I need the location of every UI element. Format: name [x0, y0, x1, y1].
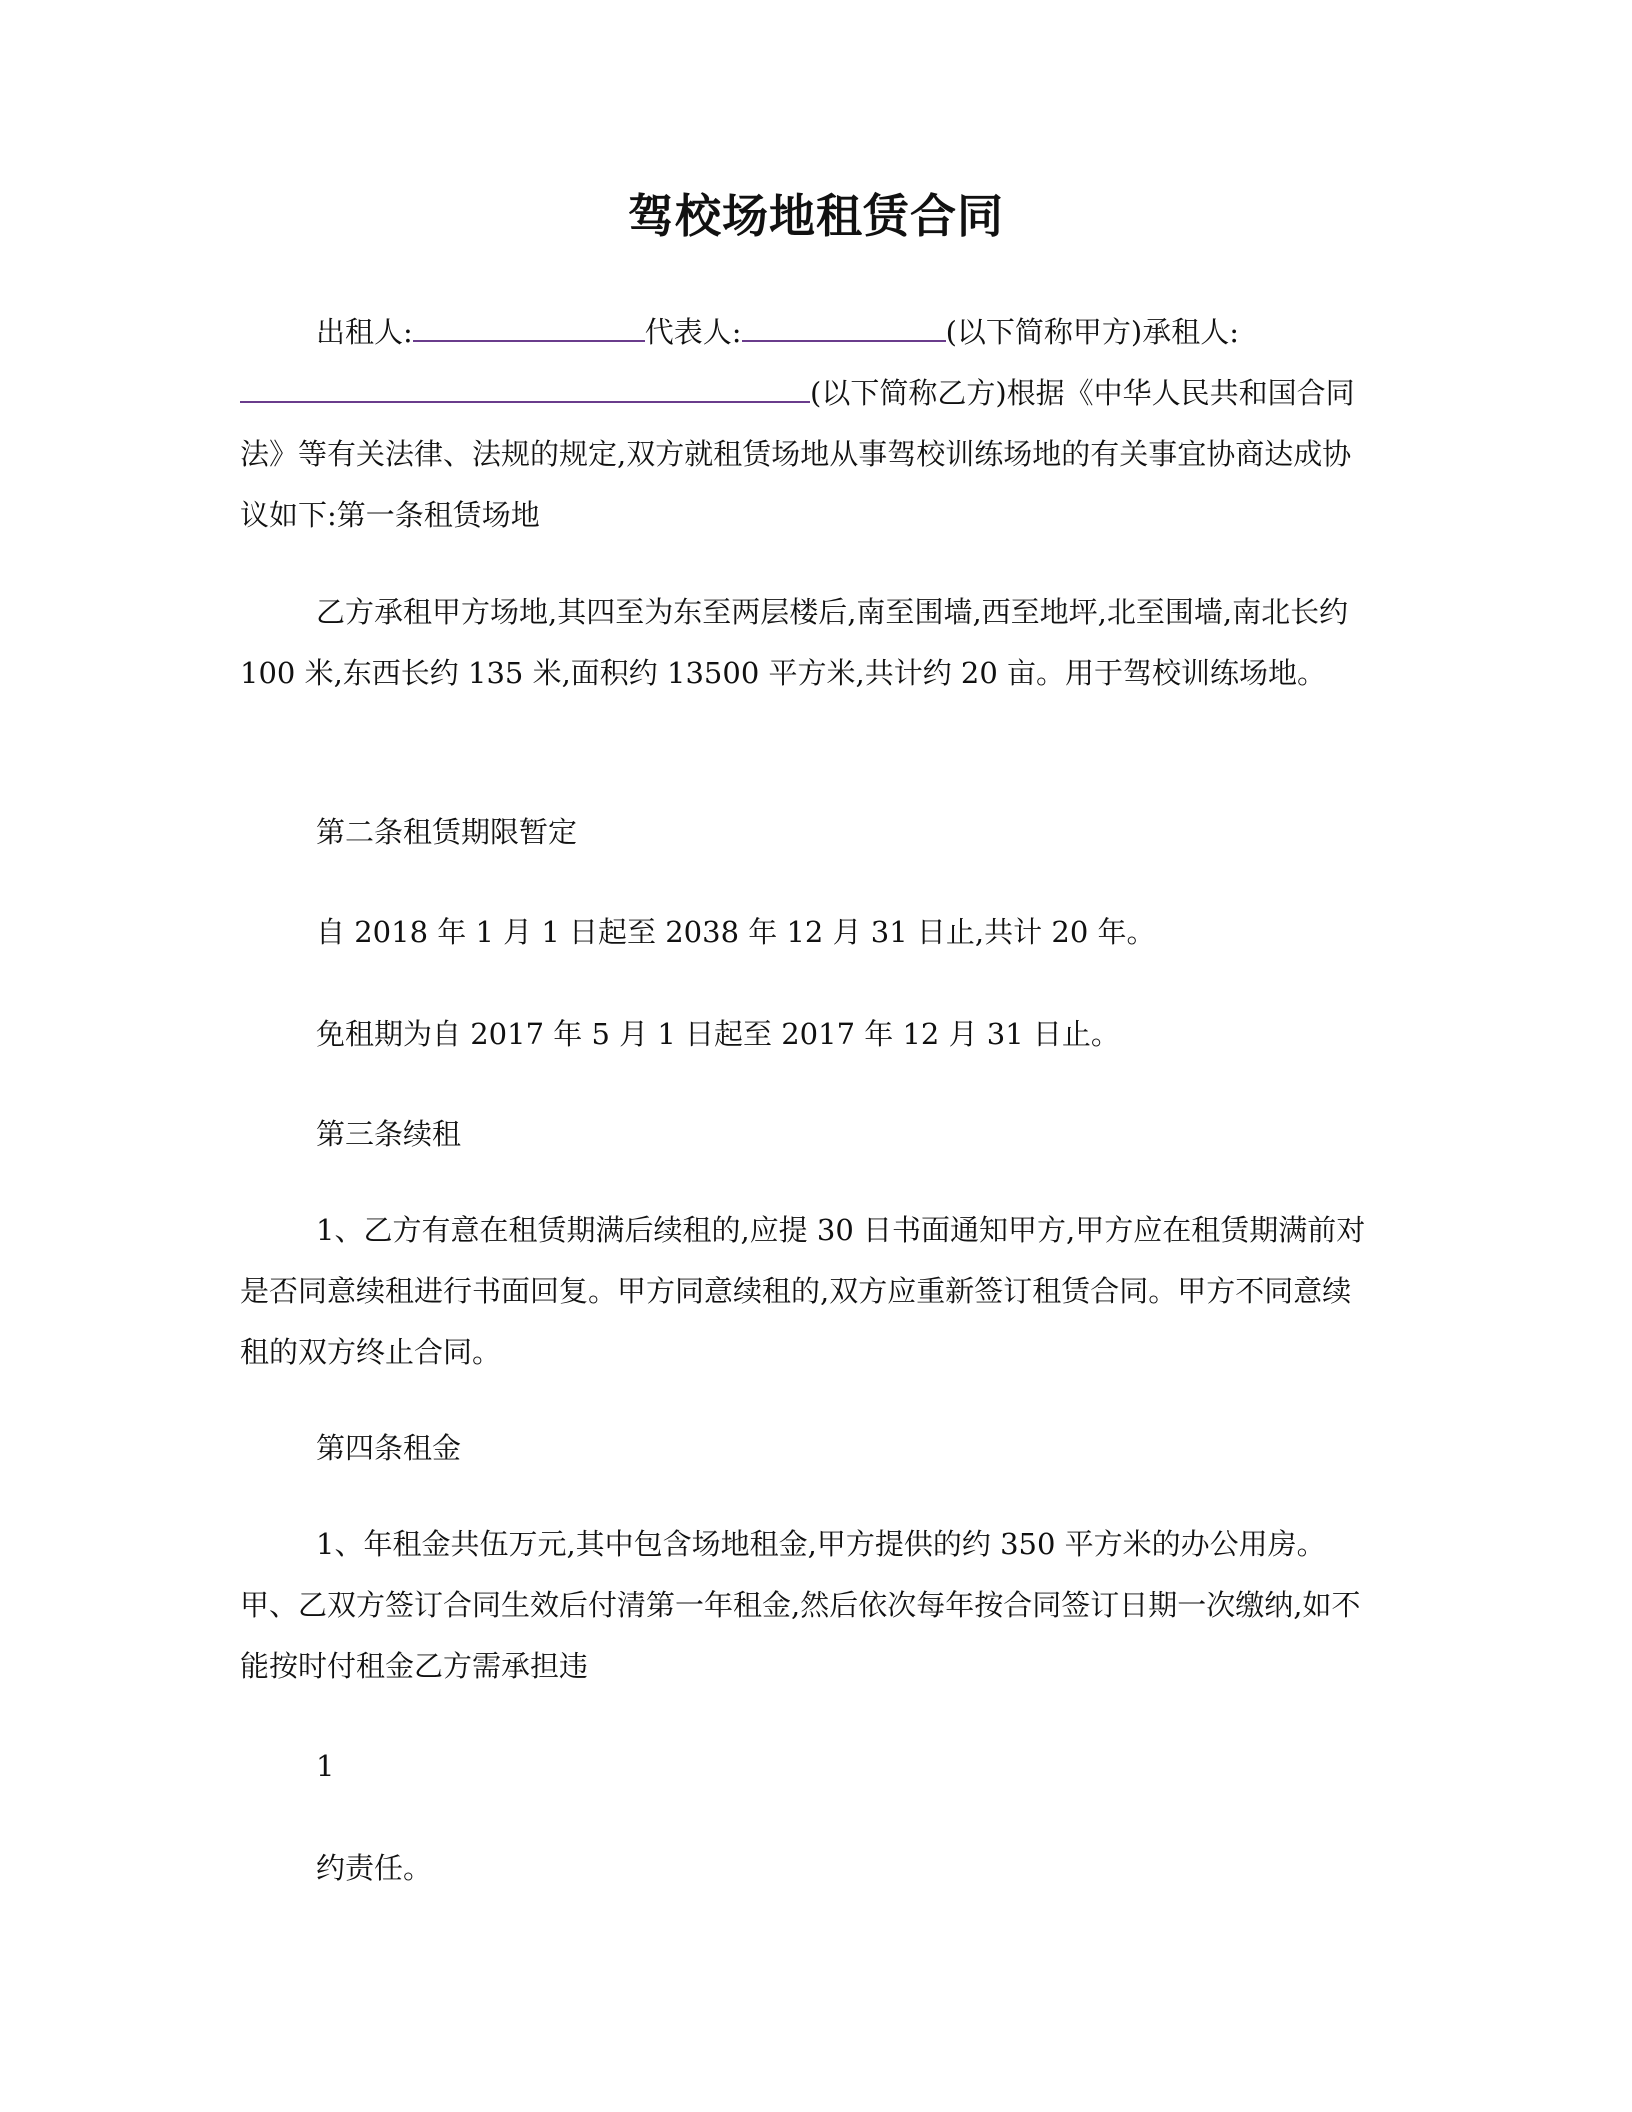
- continuation-text: 约责任。: [316, 1851, 433, 1885]
- lessee-blank: [240, 377, 810, 403]
- contract-title: 驾校场地租赁合同: [628, 189, 1004, 243]
- representative-blank: [742, 316, 946, 342]
- article-4-text: 1、年租金共伍万元,其中包含场地租金,甲方提供的约 350 平方米的办公用房。甲、乙双方签订合同生效后付清第一年租金,然后依次每年按合同签订日期一次缴纳,如不能按时付租金乙方需承担违: [240, 1527, 1361, 1683]
- article-4-heading: 第四条租金: [316, 1431, 462, 1465]
- lessor-blank: [413, 316, 645, 342]
- article-2-heading: 第二条租赁期限暂定: [316, 815, 578, 849]
- article-3-text: 1、乙方有意在租赁期满后续租的,应提 30 日书面通知甲方,甲方应在租赁期满前对是否同意续租进行书面回复。甲方同意续租的,双方应重新签订租赁合同。甲方不同意续租的双方终止合同。: [240, 1213, 1366, 1369]
- article-2-term: 自 2018 年 1 月 1 日起至 2038 年 12 月 31 日止,共计 20 年。: [316, 915, 1156, 949]
- article-3-heading: 第三条续租: [316, 1117, 462, 1151]
- party-a-note: (以下简称甲方)承租人:: [945, 315, 1239, 349]
- intro-paragraph: [240, 302, 1380, 546]
- page-number: 1: [316, 1749, 335, 1783]
- party-b-note: (以下简称乙方)根据《中华人民共和国合同法》等有关法律、法规的规定,双方就租赁场地从事驾校训练场地的有关事宜协商达成协议如下:第一条租赁场地: [240, 376, 1355, 532]
- article-2-free-period: 免租期为自 2017 年 5 月 1 日起至 2017 年 12 月 31 日止。: [316, 1017, 1120, 1051]
- lessor-label: 出租人:: [316, 315, 413, 349]
- representative-label: 代表人:: [644, 315, 742, 349]
- article-1-text: 乙方承租甲方场地,其四至为东至两层楼后,南至围墙,西至地坪,北至围墙,南北长约 100 米,东西长约 135 米,面积约 13500 平方米,共计约 20 亩。用于驾校训练场地。: [240, 595, 1349, 690]
